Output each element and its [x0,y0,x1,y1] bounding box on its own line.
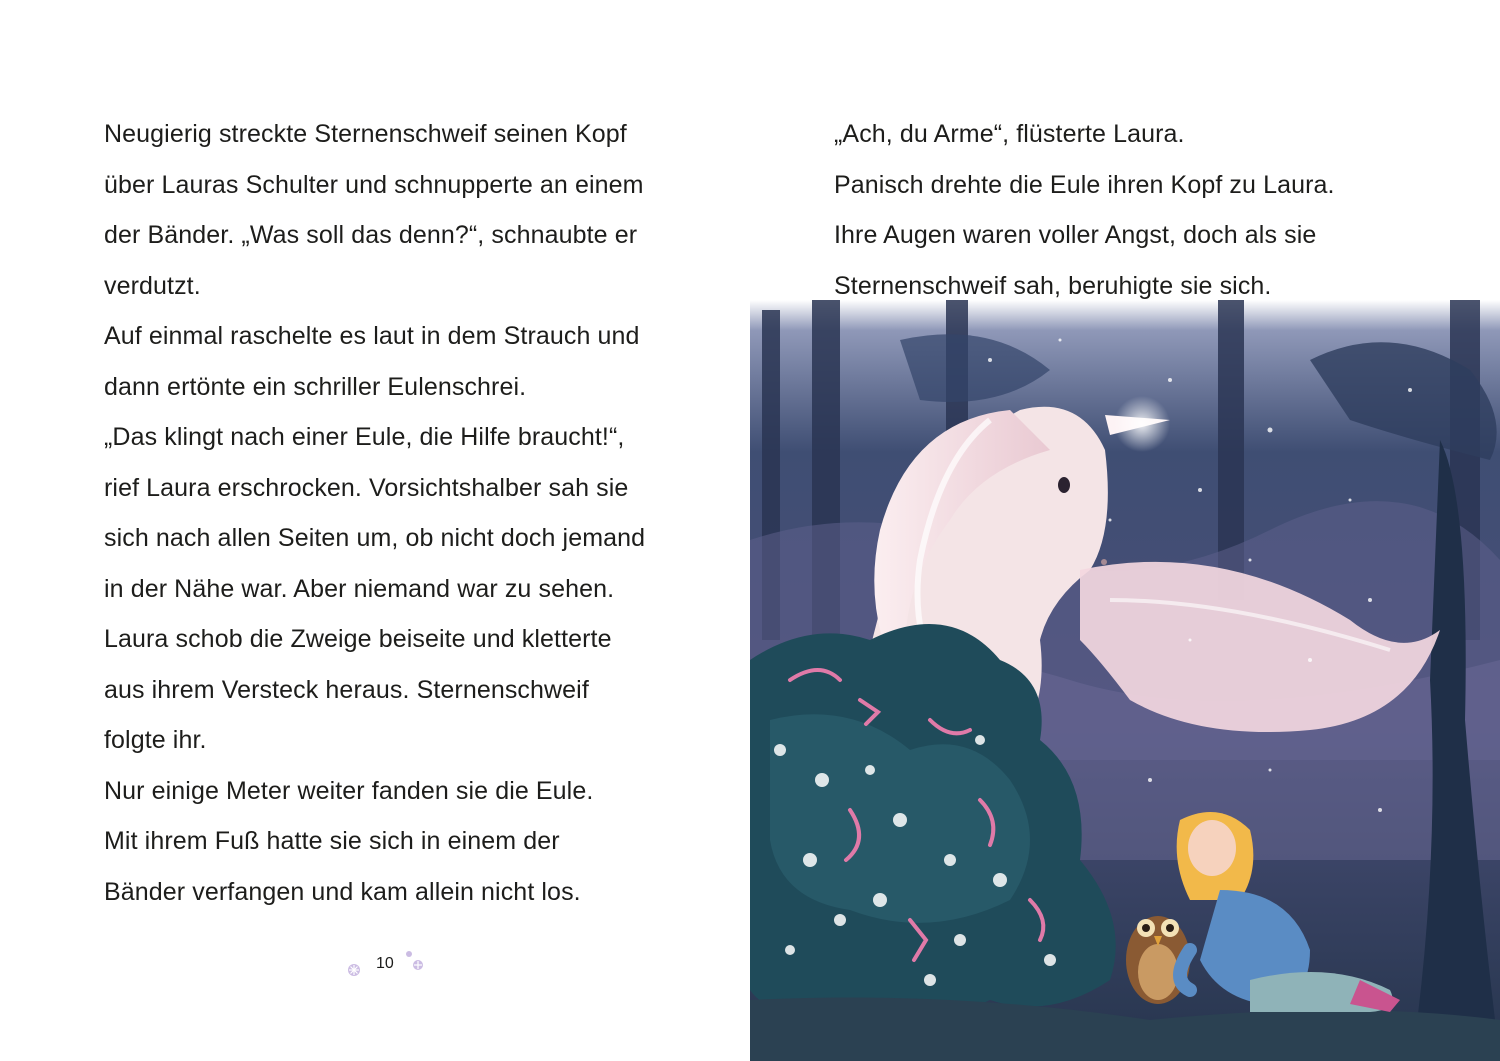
text-line: dann ertönte ein schriller Eulenschrei. [104,372,527,401]
text-line: Panisch drehte die Eule ihren Kopf zu Laura. [834,170,1335,199]
text-line: Neugierig streckte Sternenschweif seinen Kopf [104,120,627,148]
text-line: Mit ihrem Fuß hatte sie sich in einem der [104,827,560,855]
right-page-text [834,109,1474,311]
text-line: „Das klingt nach einer Eule, die Hilfe braucht!“, [104,423,625,451]
text-line: folgte ihr. [104,726,207,754]
text-line: Auf einmal raschelte es laut in dem Strauch und [104,322,640,350]
text-line: Sternenschweif sah, beruhigte sie sich. [834,271,1272,300]
page-number: 10 [376,955,394,972]
text-line: in der Nähe war. Aber niemand war zu sehen. [104,574,615,603]
text-line: rief Laura erschrocken. Vorsichtshalber sah sie [104,473,629,502]
text-line: sich nach allen Seiten um, ob nicht doch jemand [104,524,646,552]
text-line: der Bänder. „Was soll das denn?“, schnaubte er [104,221,638,249]
text-line: aus ihrem Versteck heraus. Sternenschweif [104,675,589,704]
text-line: verdutzt. [104,271,201,300]
text-line: „Ach, du Arme“, flüsterte Laura. [834,120,1185,148]
text-line: über Lauras Schulter und schnupperte an einem [104,170,644,199]
text-line: Laura schob die Zweige beiseite und kletterte [104,625,612,653]
unicorn-girl-owl-illustration [750,300,1500,1061]
text-line: Nur einige Meter weiter fanden sie die Eule. [104,776,594,805]
text-line: Bänder verfangen und kam allein nicht los. [104,877,581,906]
left-page-text [104,109,704,917]
right-page [750,0,1500,1061]
text-line: Ihre Augen waren voller Angst, doch als sie [834,221,1317,249]
